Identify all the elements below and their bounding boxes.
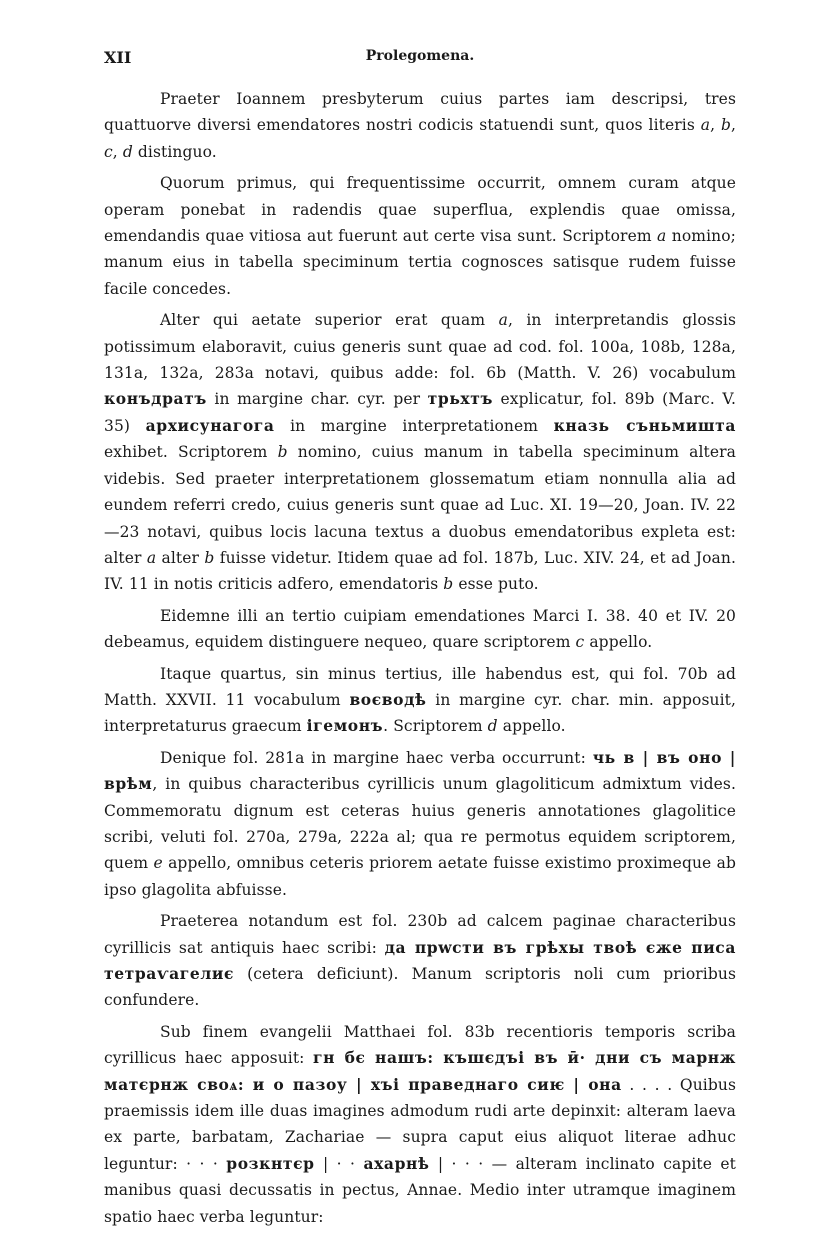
scribe-siglum: a	[498, 311, 508, 330]
cyrillic-quote: гн бє нашъ: къшєдъі въ ӣ· дни съ марнж матєрнж своѧ: и о пазоу | хъі праведнаго сиѥ | она	[104, 1048, 736, 1094]
text-run: , in quibus characteribus cyrillicis unum glagoliticum admixtum vides. Commemoratu dignum est ceteras huius generis annotationes glagolitice scribi, veluti fol. 270a, 279a, 222a al; qua re permotus equidem scriptorem, quem	[104, 775, 736, 873]
paragraph	[104, 1019, 736, 1230]
text-run: ,	[710, 116, 721, 135]
cyrillic-quote: трьхтъ	[427, 389, 493, 409]
text-run: . Scriptorem	[383, 717, 488, 736]
text-run: ,	[730, 116, 736, 135]
text-run: Quorum primus, qui frequentissime occurrit, omnem curam atque operam ponebat in radendis quae superflua, explendis quae omissa, emendandis quae vitiosa aut fuerunt aut certe visa sunt. Scriptorem	[104, 174, 736, 246]
cyrillic-quote: розкнтєр	[226, 1153, 315, 1173]
cyrillic-quote: ахарнѣ	[363, 1153, 430, 1173]
body-text	[104, 86, 736, 1235]
text-run: Sub finem evangelii Matthaei fol. 83b recentioris temporis scriba cyrillicus haec apposuit:	[104, 1022, 736, 1068]
text-run: Eidemne illi an tertio cuipiam emendationes Marci I. 38. 40 et IV. 20 debeamus, equidem distinguere nequeo, quare scriptorem	[104, 606, 736, 652]
scribe-siglum: a	[657, 227, 667, 246]
page-number: XII	[104, 48, 132, 67]
text-run: appello, omnibus ceteris priorem aetate fuisse existimo proximeque ab ipso glagolita abfuisse.	[104, 854, 737, 899]
text-run: distinguo.	[132, 142, 217, 161]
text-run: ,	[112, 142, 123, 161]
text-run: exhibet. Scriptorem	[104, 443, 278, 462]
paragraph	[104, 603, 736, 656]
scribe-siglum: c	[575, 633, 585, 652]
text-run: | · ·	[314, 1154, 364, 1173]
cyrillic-quote: кназь съньмишта	[553, 415, 736, 435]
paragraph	[104, 86, 736, 165]
paragraph	[104, 661, 736, 740]
cyrillic-quote: чь в | въ оно | врѣм	[104, 747, 736, 794]
text-run: , in interpretandis glossis potissimum elaboravit, cuius generis sunt quae ad cod. fol. 100a, 108b, 128a, 131a, 132a, 283a notavi, quibus adde: fol. 6b (Matth. V. 26) vocabulum	[104, 311, 736, 383]
cyrillic-quote: конъдратъ	[104, 389, 207, 409]
text-run: (cetera deficiunt). Manum scriptoris noli cum prioribus confundere.	[104, 965, 736, 1010]
scribe-siglum: a	[146, 548, 157, 567]
scribe-siglum: b	[204, 548, 215, 567]
scribe-siglum: c	[104, 142, 113, 161]
running-title: Prolegomena.	[365, 48, 475, 64]
page-header	[104, 48, 736, 72]
cyrillic-quote: воєводѣ	[349, 689, 427, 709]
text-run: . . . . Quibus praemissis idem ille duas imagines admodum rudi arte depinxit: alteram laeva ex parte, barbatam, Zachariae — supra caput eius aliquot literae adhuc leguntur: · · ·	[104, 1075, 736, 1173]
scribe-siglum: d	[122, 142, 133, 161]
cyrillic-quote: да прwсти въ грѣхы твоѣ єже писа тетраѵагелиє	[104, 937, 736, 983]
text-run: appello.	[584, 633, 653, 652]
text-run: in margine interpretationem	[274, 416, 554, 435]
text-run: in margine cyr. char. min. apposuit, interpretaturus graecum	[104, 690, 736, 736]
text-run: | · · · — alteram inclinato capite et manibus quasi decussatis in pectus, Annae. Medio inter utramque imaginem spatio haec verba leguntur:	[104, 1154, 736, 1226]
scribe-siglum: b	[720, 116, 731, 135]
text-run: Denique fol. 281a in margine haec verba occurrunt:	[160, 748, 593, 767]
cyrillic-quote: ігемонъ	[306, 716, 384, 736]
scribe-siglum: b	[443, 575, 454, 594]
paragraph	[104, 170, 736, 302]
text-run: nomino, cuius manum in tabella speciminum altera videbis. Sed praeter interpretationem glossematum etiam nonnulla alia ad eundem referri credo, cuius generis sunt quae ad Luc. XI. 19—20, Joan. IV. 22—23 notavi, quibus locis lacuna textus a duobus emendatoribus expleta est: alter	[104, 443, 736, 567]
paragraph	[104, 908, 736, 1014]
text-run: Itaque quartus, sin minus tertius, ille habendus est, qui fol. 70b ad Matth. XXVII. 11 vocabulum	[104, 664, 736, 709]
scribe-siglum: a	[700, 116, 711, 135]
text-run: fuisse videtur. Itidem quae ad fol. 187b, Luc. XIV. 24, et ad Joan. IV. 11 in notis criticis adfero, emendatoris	[104, 548, 736, 594]
text-run: esse puto.	[453, 575, 539, 594]
scribe-siglum: b	[277, 443, 288, 462]
paragraph	[104, 745, 736, 903]
text-run: alter	[156, 548, 205, 567]
scribe-siglum: e	[153, 854, 163, 873]
text-run: explicatur, fol. 89b (Marc. V. 35)	[104, 390, 736, 435]
cyrillic-quote: архисунагога	[145, 415, 275, 435]
paragraph	[104, 307, 736, 597]
text-run: appello.	[497, 717, 566, 736]
text-run: in margine char. cyr. per	[206, 390, 428, 409]
text-run: Praeterea notandum est fol. 230b ad calcem paginae characteribus cyrillicis sat antiquis haec scribi:	[104, 912, 736, 957]
text-run: Praeter Ioannem presbyterum cuius partes iam descripsi, tres quattuorve diversi emendatores nostri codicis statuendi sunt, quos literis	[104, 90, 736, 135]
scribe-siglum: d	[487, 717, 498, 736]
text-run: nomino; manum eius in tabella speciminum tertia cognosces satisque rudem fuisse facile concedes.	[104, 227, 736, 298]
text-run: Alter qui aetate superior erat quam	[160, 311, 499, 330]
